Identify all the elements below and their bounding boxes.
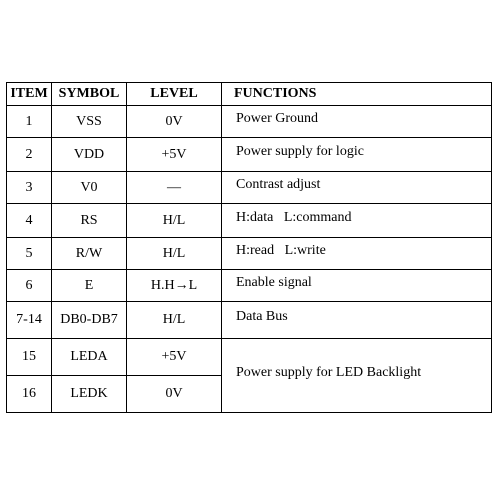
header-symbol: SYMBOL — [52, 83, 127, 106]
symbol-cell: LEDK — [52, 376, 127, 413]
pin-function-table — [6, 82, 492, 413]
function-cell — [222, 138, 492, 172]
function-cell — [222, 106, 492, 138]
item-cell: 7-14 — [7, 302, 52, 339]
item-cell: 4 — [7, 204, 52, 238]
header-level: LEVEL — [127, 83, 222, 106]
function-cell — [222, 270, 492, 302]
level-cell: +5V — [127, 339, 222, 376]
function-cell — [222, 204, 492, 238]
function-cell — [222, 238, 492, 270]
function-text: Contrast adjust — [236, 176, 321, 192]
function-cell — [222, 302, 492, 339]
symbol-cell: V0 — [52, 172, 127, 204]
item-cell: 16 — [7, 376, 52, 413]
level-cell: 0V — [127, 376, 222, 413]
header-functions: FUNCTIONS — [222, 83, 492, 106]
function-text: H:read L:write — [236, 242, 326, 258]
symbol-cell: RS — [52, 204, 127, 238]
table-row — [7, 106, 492, 138]
symbol-cell: DB0-DB7 — [52, 302, 127, 339]
function-cell-merged — [222, 339, 492, 413]
level-cell: +5V — [127, 138, 222, 172]
level-cell: H/L — [127, 238, 222, 270]
table-row — [7, 138, 492, 172]
function-cell — [222, 172, 492, 204]
item-cell: 5 — [7, 238, 52, 270]
function-text: Enable signal — [236, 274, 312, 290]
item-cell: 15 — [7, 339, 52, 376]
table-header-row — [7, 83, 492, 106]
level-cell: H/L — [127, 204, 222, 238]
table-row — [7, 270, 492, 302]
header-item: ITEM — [7, 83, 52, 106]
level-cell: 0V — [127, 106, 222, 138]
level-cell: — — [127, 172, 222, 204]
item-cell: 2 — [7, 138, 52, 172]
item-cell: 6 — [7, 270, 52, 302]
table-row — [7, 302, 492, 339]
function-text: Power supply for logic — [236, 143, 364, 159]
symbol-cell: E — [52, 270, 127, 302]
symbol-cell: R/W — [52, 238, 127, 270]
level-cell: H/L — [127, 302, 222, 339]
function-text: Power Ground — [236, 110, 319, 126]
symbol-cell: LEDA — [52, 339, 127, 376]
table-row — [7, 339, 492, 376]
function-text: H:data L:command — [236, 209, 352, 225]
symbol-cell: VDD — [52, 138, 127, 172]
level-cell: H.H→L — [127, 270, 222, 302]
function-text: Data Bus — [236, 309, 288, 324]
table-row — [7, 204, 492, 238]
table-row — [7, 172, 492, 204]
symbol-cell: VSS — [52, 106, 127, 138]
function-text: Power supply for LED Backlight — [236, 364, 422, 380]
item-cell: 3 — [7, 172, 52, 204]
item-cell: 1 — [7, 106, 52, 138]
table-row — [7, 238, 492, 270]
